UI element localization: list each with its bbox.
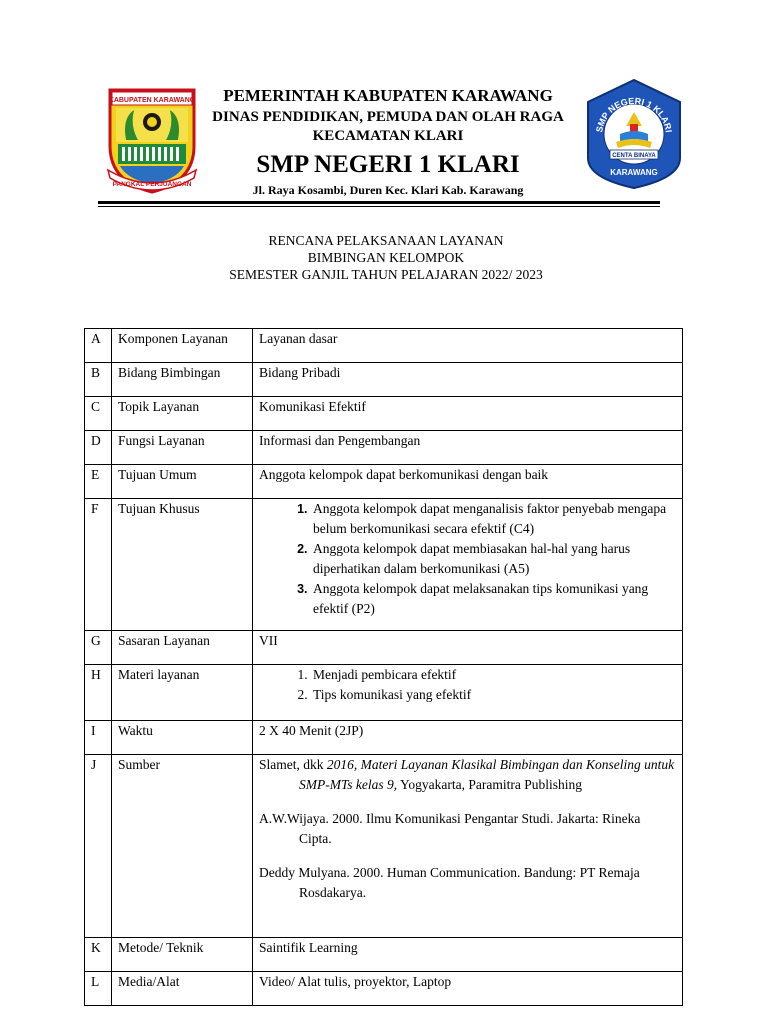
row-value: Anggota kelompok dapat berkomunikasi dengan baik [253,465,683,499]
row-label: Tujuan Khusus [112,499,253,631]
row-value [253,665,683,721]
row-label: Waktu [112,721,253,755]
table-row [85,938,683,972]
title-line-1: RENCANA PELAKSANAAN LAYANAN [268,233,504,248]
reference-author: Slamet, dkk [259,757,327,772]
row-code: K [85,938,112,972]
logo-left-top-text: KABUPATEN KARAWANG [108,97,196,104]
table-row [85,397,683,431]
row-code: A [85,329,112,363]
logo-right-ribbon-text: CENTA BINAYA [612,153,656,159]
letterhead [200,86,576,198]
row-code: F [85,499,112,631]
document-title [120,232,652,283]
row-value: Bidang Pribadi [253,363,683,397]
logo-right-bottom-text: KARAWANG [610,168,658,177]
row-value: Komunikasi Efektif [253,397,683,431]
reference-item: A.W.Wijaya. 2000. Ilmu Komunikasi Pengantar Studi. Jakarta: Rineka Cipta. [259,811,641,846]
list-item: 1. Anggota kelompok dapat menganalisis faktor penyebab mengapa belum berkomunikasi secara efektif (C4) [311,499,676,539]
row-value [253,755,683,938]
row-label: Metode/ Teknik [112,938,253,972]
row-value: VII [253,631,683,665]
row-label: Bidang Bimbingan [112,363,253,397]
letterhead-address: Jl. Raya Kosambi, Duren Kec. Klari Kab. Karawang [252,183,524,197]
letterhead-divider-thin [98,206,660,207]
letterhead-department: DINAS PENDIDIKAN, PEMUDA DAN OLAH RAGA [212,109,564,125]
row-value: 2 X 40 Menit (2JP) [253,721,683,755]
row-code: I [85,721,112,755]
row-code: E [85,465,112,499]
row-label: Topik Layanan [112,397,253,431]
table-row [85,721,683,755]
smp-negeri-1-klari-logo [582,78,686,190]
title-line-2: BIMBINGAN KELOMPOK [307,250,465,265]
row-label: Materi layanan [112,665,253,721]
row-code: C [85,397,112,431]
service-plan-table [84,328,683,1006]
letterhead-government: PEMERINTAH KABUPATEN KARAWANG [223,86,553,105]
table-row [85,431,683,465]
row-value: Layanan dasar [253,329,683,363]
kabupaten-karawang-logo [104,84,200,196]
table-row [85,755,683,938]
logo-left-bottom-text: PANGKAL PERJUANGAN [112,181,192,188]
table-row [85,972,683,1006]
row-code: J [85,755,112,938]
table-row [85,465,683,499]
row-value [253,499,683,631]
table-row [85,665,683,721]
row-code: G [85,631,112,665]
row-code: L [85,972,112,1006]
list-item: 2. Tips komunikasi yang efektif [311,685,676,705]
letterhead-district: KECAMATAN KLARI [312,128,464,144]
row-label: Sasaran Layanan [112,631,253,665]
row-value: Video/ Alat tulis, proyektor, Laptop [253,972,683,1006]
list-item: 3. Anggota kelompok dapat melaksanakan tips komunikasi yang efektif (P2) [311,579,676,619]
letterhead-divider-thick [98,201,660,204]
materials-list [259,665,676,705]
row-label: Fungsi Layanan [112,431,253,465]
list-item: 1. Menjadi pembicara efektif [311,665,676,685]
reference-title: 2016, Materi Layanan Klasikal Bimbingan dan Konseling untuk SMP-MTs kelas 9, [299,757,675,792]
row-code: D [85,431,112,465]
row-label: Sumber [112,755,253,938]
row-label: Media/Alat [112,972,253,1006]
table-row [85,329,683,363]
reference-publisher: Yogyakarta, Paramitra Publishing [397,777,582,792]
specific-goals-list [259,499,676,619]
title-line-3: SEMESTER GANJIL TAHUN PELAJARAN 2022/ 2023 [229,267,543,282]
row-code: B [85,363,112,397]
row-label: Komponen Layanan [112,329,253,363]
row-value: Saintifik Learning [253,938,683,972]
list-item: 2. Anggota kelompok dapat membiasakan hal-hal yang harus diperhatikan dalam berkomunikasi (A5) [311,539,676,579]
row-code: H [85,665,112,721]
reference-item: Deddy Mulyana. 2000. Human Communication. Bandung: PT Remaja Rosdakarya. [259,865,640,900]
table-row [85,631,683,665]
table-row [85,499,683,631]
logo-right-arc-text: SMP NEGERI 1 KLARI [594,95,674,134]
table-row [85,363,683,397]
letterhead-school-name: SMP NEGERI 1 KLARI [256,151,520,178]
row-label: Tujuan Umum [112,465,253,499]
row-value: Informasi dan Pengembangan [253,431,683,465]
reference-item [259,755,676,795]
